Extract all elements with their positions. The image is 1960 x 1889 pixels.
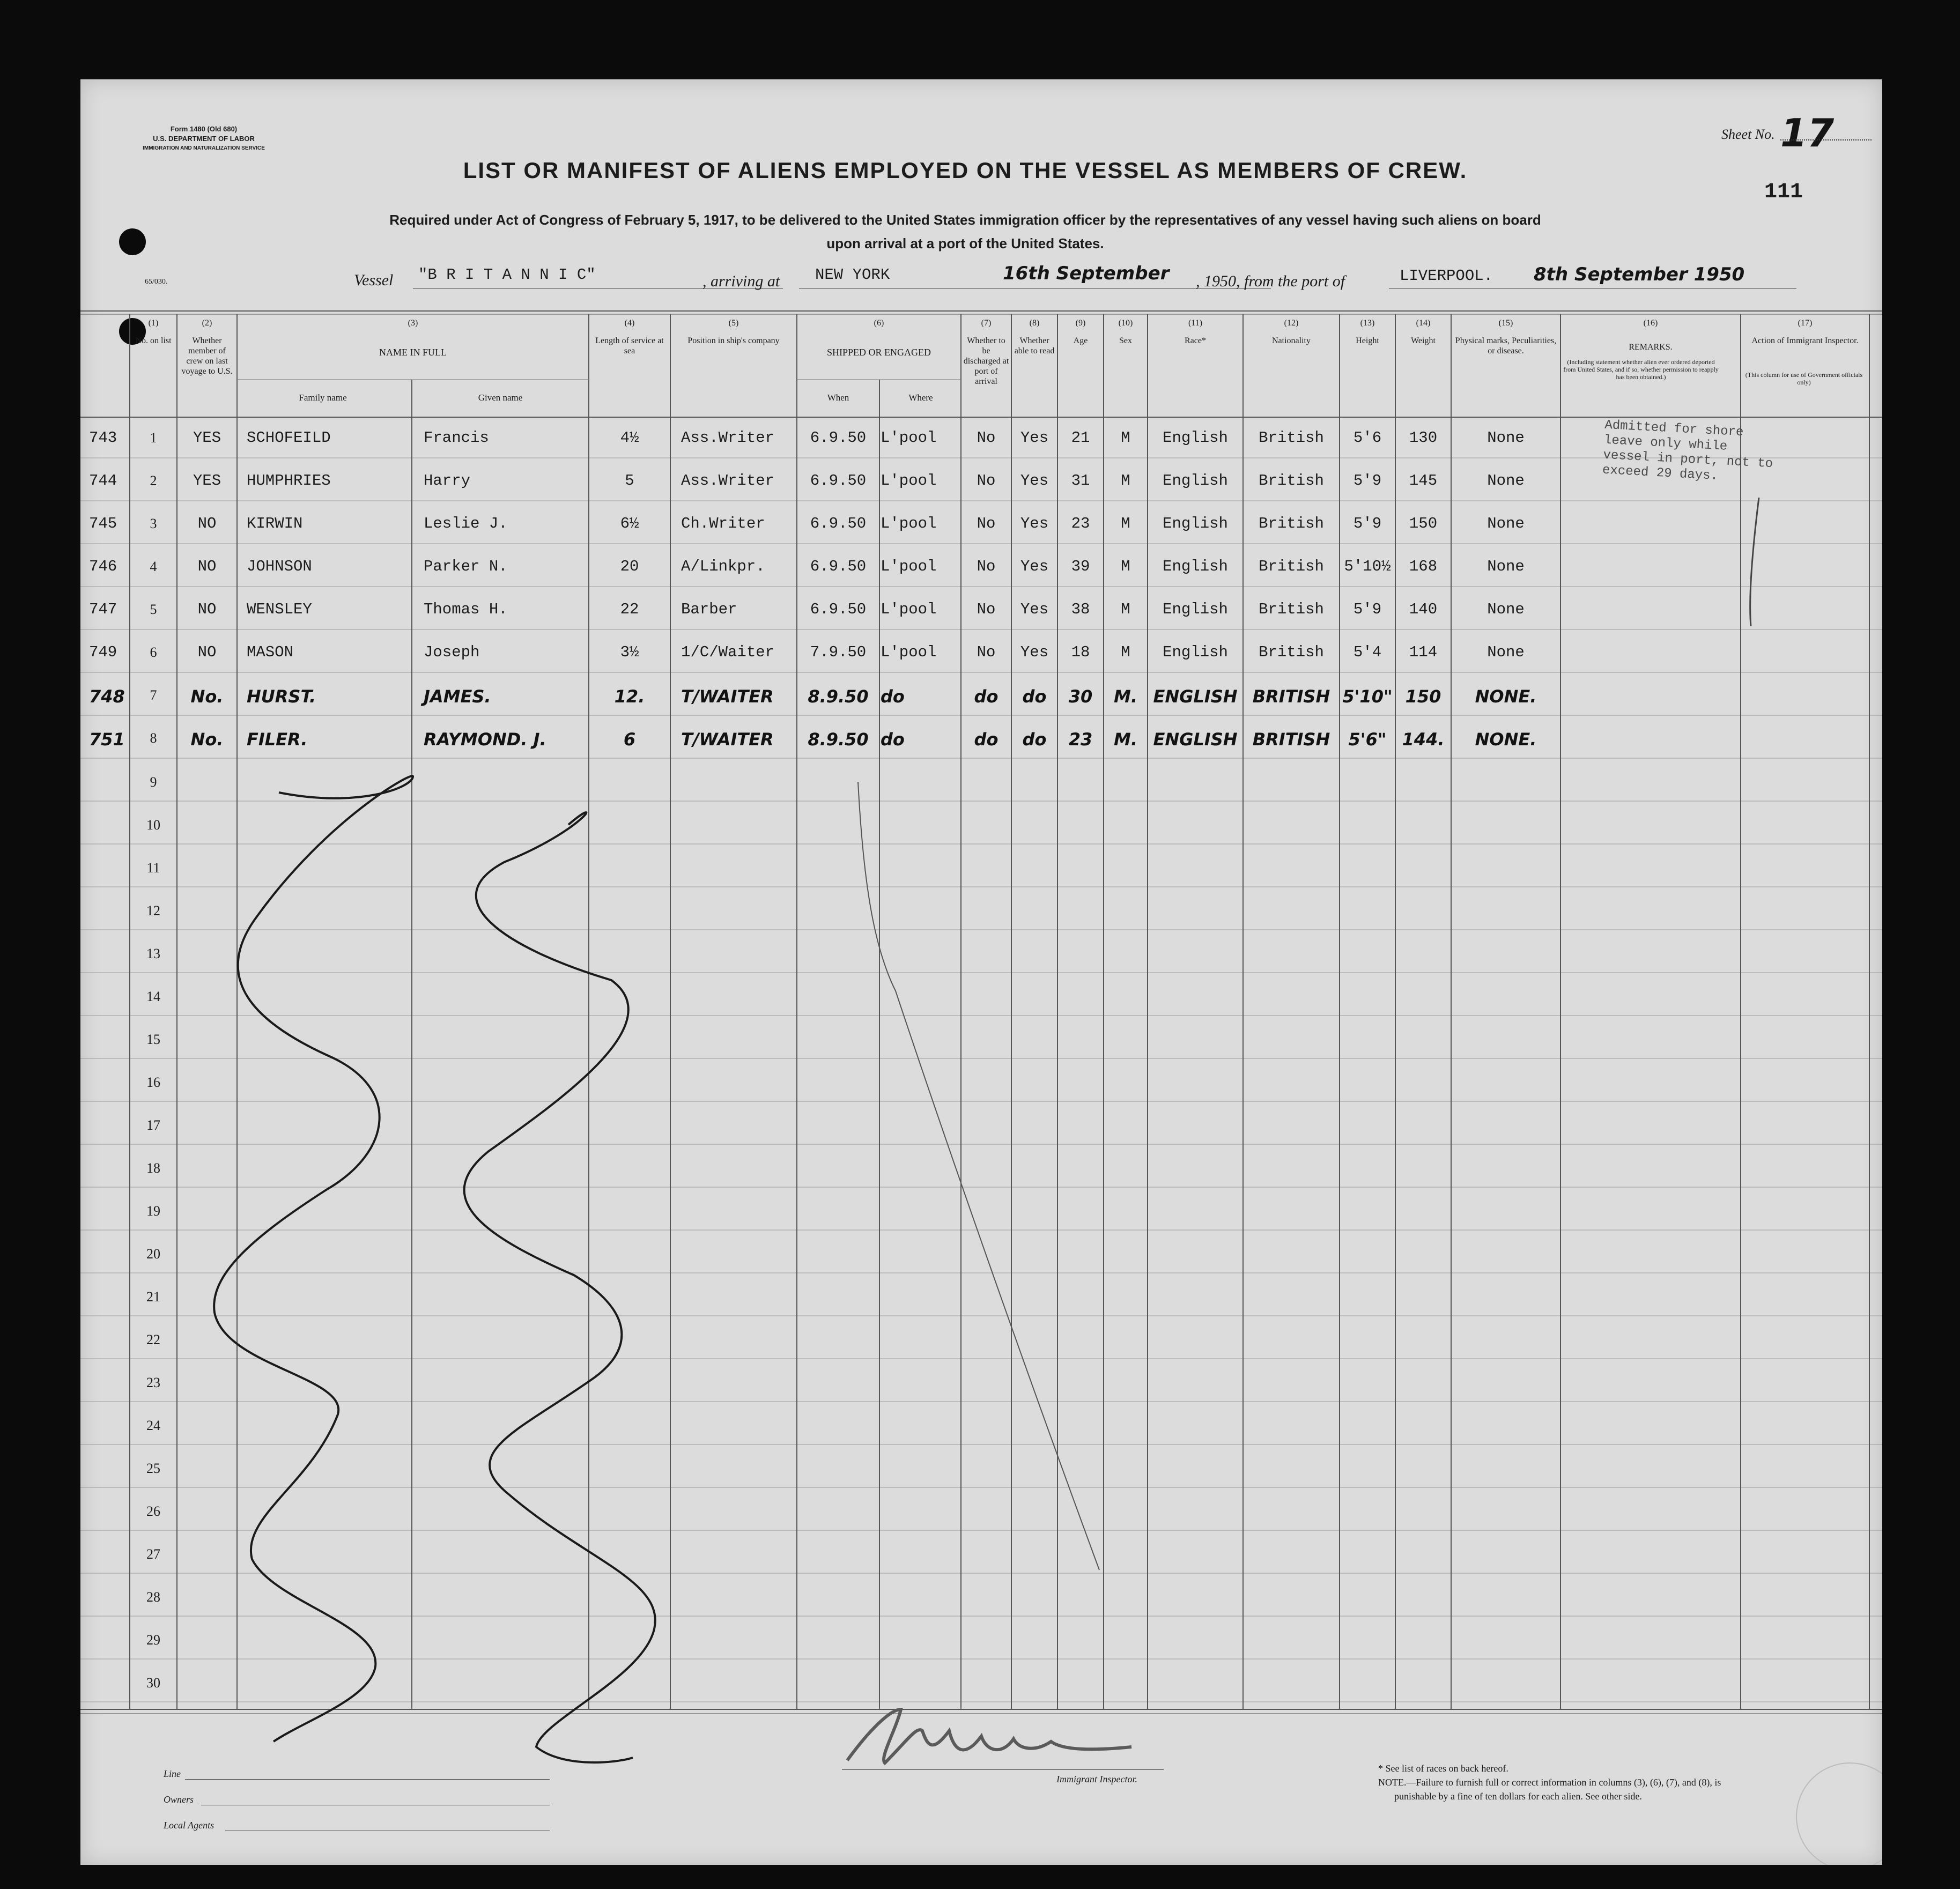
cell-nationality: BRITISH: [1252, 729, 1330, 750]
cell-sex: M: [1121, 472, 1130, 490]
cell-nationality: British: [1259, 429, 1324, 447]
column-number: (9): [1075, 318, 1086, 328]
page-stamp: 111: [1764, 180, 1803, 204]
cell-marks: NONE.: [1475, 729, 1537, 750]
column-header: Race*: [1185, 336, 1206, 345]
cell-position: Ass.Writer: [681, 429, 775, 447]
column-number: (1): [148, 318, 159, 328]
column-header: SHIPPED OR ENGAGED: [826, 347, 931, 358]
row-number: 21: [146, 1289, 160, 1305]
column-header: Whether to be discharged at port of arrival: [963, 336, 1009, 386]
cell-position: Barber: [681, 601, 737, 618]
column-number: (12): [1284, 318, 1299, 328]
cell-age: 38: [1071, 601, 1090, 618]
cell-race: English: [1163, 429, 1228, 447]
row-number: 27: [146, 1546, 160, 1562]
arriving-port: NEW YORK: [815, 266, 890, 284]
cell-when: 7.9.50: [810, 643, 867, 661]
cell-weight: 140: [1409, 601, 1438, 618]
cell-nationality: British: [1259, 601, 1324, 618]
cell-sex: M.: [1114, 686, 1137, 707]
cell-age: 23: [1068, 729, 1093, 750]
document-title: LIST OR MANIFEST OF ALIENS EMPLOYED ON THE VESSEL AS MEMBERS OF CREW.: [463, 158, 1468, 183]
row-number: 1: [150, 430, 157, 446]
margin-number: 748: [89, 686, 125, 707]
cell-given: Harry: [424, 472, 471, 490]
cell-discharged: No: [977, 515, 996, 532]
cell-given: Parker N.: [424, 558, 508, 575]
cell-discharged: No: [977, 472, 996, 490]
form-code: 65/030.: [145, 278, 168, 286]
document-subtitle-2: upon arrival at a port of the United States.: [826, 235, 1104, 251]
cell-height: 5'9: [1353, 601, 1382, 618]
cell-race: English: [1163, 601, 1228, 618]
cell-height: 5'10": [1342, 686, 1393, 707]
cancel-squiggle-left: [214, 776, 413, 1742]
department: U.S. DEPARTMENT OF LABOR: [153, 135, 255, 143]
subheader-family: Family name: [299, 392, 347, 403]
cell-height: 5'6: [1353, 429, 1382, 447]
row-number: 5: [150, 602, 157, 617]
margin-number: 746: [89, 558, 117, 575]
cell-when: 6.9.50: [810, 429, 867, 447]
cell-position: Ass.Writer: [681, 472, 775, 490]
cell-marks: None: [1487, 558, 1525, 575]
cell-read: Yes: [1020, 515, 1049, 532]
margin-number: 749: [89, 643, 117, 661]
margin-number: 744: [89, 472, 117, 490]
cell-given: Joseph: [424, 643, 480, 661]
cell-where: L'pool: [881, 515, 937, 532]
cell-sex: M: [1121, 515, 1130, 532]
year-label: , 1950, from the port of: [1196, 272, 1345, 290]
cell-when: 6.9.50: [810, 472, 867, 490]
cell-read: Yes: [1020, 601, 1049, 618]
cell-sex: M: [1121, 601, 1130, 618]
cell-given: JAMES.: [424, 686, 491, 707]
row-number: 3: [150, 516, 157, 531]
cell-race: English: [1163, 558, 1228, 575]
cell-weight: 150: [1405, 686, 1441, 707]
cell-given: Leslie J.: [424, 515, 508, 532]
cell-service: 6: [623, 729, 636, 750]
row-number: 22: [146, 1332, 160, 1347]
footer-line-rule: [185, 1779, 550, 1780]
row-number: 7: [150, 687, 157, 703]
column-header: Nationality: [1272, 336, 1311, 345]
row-number: 18: [146, 1160, 160, 1176]
row-number: 26: [146, 1503, 160, 1519]
cell-race: English: [1163, 643, 1228, 661]
cell-weight: 130: [1409, 429, 1438, 447]
row-number: 11: [146, 860, 160, 876]
footer-agents-label: Local Agents: [164, 1820, 215, 1831]
cell-position: T/WAITER: [681, 686, 774, 707]
cell-where: L'pool: [881, 429, 937, 447]
service: IMMIGRATION AND NATURALIZATION SERVICE: [143, 145, 265, 151]
cancel-squiggle-middle: [464, 812, 655, 1762]
row-number: 2: [150, 473, 157, 488]
row-number: 13: [146, 946, 160, 961]
cell-weight: 114: [1409, 643, 1438, 661]
column-header: Action of Immigrant Inspector.: [1751, 336, 1859, 345]
cell-crew: NO: [197, 643, 217, 661]
row-number: 16: [146, 1075, 160, 1090]
seal-outline: [1796, 1763, 1882, 1865]
cell-crew: NO: [197, 515, 217, 532]
cancel-line: [858, 782, 1099, 1570]
footer-note-1: * See list of races on back hereof.: [1378, 1763, 1508, 1774]
column-header: Height: [1356, 336, 1379, 345]
column-number: (8): [1029, 318, 1040, 328]
cell-when: 8.9.50: [808, 686, 869, 707]
column-number: (4): [624, 318, 635, 328]
row-number: 8: [150, 730, 157, 746]
row-number: 30: [146, 1675, 160, 1691]
column-number: (14): [1416, 318, 1431, 328]
column-header: Position in ship's company: [687, 336, 780, 345]
cell-height: 5'4: [1353, 643, 1382, 661]
column-number: (5): [728, 318, 739, 328]
row-number: 9: [150, 774, 157, 790]
cell-service: 12.: [614, 686, 645, 707]
cell-position: 1/C/Waiter: [681, 643, 775, 661]
remarks-note: (Including statement whether alien ever ordered deported from United States, and if so, whether permission to reapply has been obtained.): [1563, 358, 1719, 381]
cell-discharged: No: [977, 601, 996, 618]
footer-line-label: Line: [164, 1768, 181, 1779]
cell-height: 5'10½: [1344, 558, 1391, 575]
column-number: (6): [874, 318, 884, 328]
arriving-label: , arriving at: [702, 272, 780, 290]
cell-sex: M: [1121, 643, 1130, 661]
cell-read: Yes: [1020, 558, 1049, 575]
cell-service: 6½: [620, 515, 639, 532]
departure-port: LIVERPOOL.: [1400, 267, 1493, 285]
cell-where: L'pool: [881, 472, 937, 490]
cell-marks: None: [1487, 601, 1525, 618]
margin-number: 745: [89, 515, 117, 532]
cell-marks: None: [1487, 472, 1525, 490]
cell-weight: 144.: [1402, 729, 1445, 750]
arrival-date: 16th September: [1003, 263, 1170, 284]
cell-marks: None: [1487, 643, 1525, 661]
row-number: 24: [146, 1418, 160, 1433]
inspector-label: Immigrant Inspector.: [1056, 1774, 1137, 1784]
cell-when: 6.9.50: [810, 558, 867, 575]
column-header: NAME IN FULL: [379, 347, 447, 358]
subheader-when: When: [827, 392, 849, 403]
manifest-sheet: [80, 79, 1882, 1865]
column-number: (7): [981, 318, 992, 328]
row-number: 23: [146, 1375, 160, 1390]
margin-number: 747: [89, 601, 117, 618]
row-number: 25: [146, 1461, 160, 1476]
cell-where: do: [881, 729, 905, 750]
cell-service: 4½: [620, 429, 639, 447]
cell-when: 8.9.50: [808, 729, 869, 750]
cell-family: KIRWIN: [247, 515, 303, 532]
subheader-where: Where: [908, 392, 933, 403]
sheet-number: 17: [1780, 110, 1835, 155]
cell-discharged: No: [977, 643, 996, 661]
footer-owners-label: Owners: [164, 1794, 194, 1805]
cell-nationality: BRITISH: [1252, 686, 1330, 707]
column-header: Whether member of crew on last voyage to U.S.: [181, 336, 233, 376]
cell-nationality: British: [1259, 515, 1324, 532]
cell-read: Yes: [1020, 472, 1049, 490]
column-header: Physical marks, Peculiarities, or disease.: [1455, 336, 1557, 355]
cell-crew: YES: [193, 429, 221, 447]
footer-note-3: punishable by a fine of ten dollars for each alien. See other side.: [1394, 1791, 1642, 1802]
cell-marks: None: [1487, 515, 1525, 532]
cell-given: RAYMOND. J.: [424, 729, 546, 750]
cell-service: 5: [625, 472, 634, 490]
row-number: 6: [150, 645, 157, 660]
row-number: 29: [146, 1632, 160, 1648]
row-number: 20: [146, 1246, 160, 1262]
sheet-label: Sheet No.: [1721, 127, 1775, 142]
cell-service: 3½: [620, 643, 639, 661]
cell-when: 6.9.50: [810, 515, 867, 532]
row-number: 17: [146, 1117, 160, 1133]
departure-date: 8th September 1950: [1534, 264, 1745, 285]
column-number: (11): [1188, 318, 1203, 328]
cell-crew: No.: [190, 686, 224, 707]
cell-family: HUMPHRIES: [247, 472, 331, 490]
column-header: REMARKS.: [1629, 343, 1673, 352]
column-header: Weight: [1411, 336, 1436, 345]
cell-age: 30: [1068, 686, 1093, 707]
column-number: (16): [1643, 318, 1658, 328]
row-number: 28: [146, 1589, 160, 1605]
vessel-label: Vessel: [354, 271, 394, 289]
subheader-given: Given name: [478, 392, 523, 403]
cell-crew: No.: [190, 729, 224, 750]
margin-number: 751: [89, 729, 125, 750]
row-number: 10: [146, 817, 160, 833]
form-label: Form 1480 (Old 680): [170, 125, 238, 133]
document-subtitle-1: Required under Act of Congress of February 5, 1917, to be delivered to the United States immigration officer by the representatives of any vessel having such aliens on board: [389, 212, 1541, 228]
inspector-rule: [842, 1769, 1164, 1770]
cell-marks: None: [1487, 429, 1525, 447]
cell-where: do: [881, 686, 905, 707]
column-header: Age: [1073, 336, 1088, 345]
cell-weight: 145: [1409, 472, 1438, 490]
cell-race: ENGLISH: [1153, 729, 1238, 750]
column-number: (17): [1798, 318, 1813, 328]
row-number: 4: [150, 559, 157, 574]
cell-nationality: British: [1259, 643, 1324, 661]
cell-marks: NONE.: [1475, 686, 1537, 707]
cell-age: 23: [1071, 515, 1090, 532]
cell-read: Yes: [1020, 429, 1049, 447]
row-number: 19: [146, 1203, 160, 1219]
cell-family: SCHOFEILD: [247, 429, 331, 447]
column-header: Sex: [1119, 336, 1132, 345]
margin-number: 743: [89, 429, 117, 447]
cell-height: 5'9: [1353, 515, 1382, 532]
cell-sex: M: [1121, 429, 1130, 447]
cell-nationality: British: [1259, 472, 1324, 490]
remarks-stamp: Admitted for shore leave only while vessel in port, not to exceed 29 days.: [1602, 418, 1773, 484]
cell-weight: 150: [1409, 515, 1438, 532]
cell-sex: M: [1121, 558, 1130, 575]
footer-note-2: NOTE.—Failure to furnish full or correct information in columns (3), (6), (7), and (8), is: [1378, 1777, 1721, 1788]
cell-age: 39: [1071, 558, 1090, 575]
column-number: (3): [408, 318, 418, 328]
column-number: (10): [1118, 318, 1133, 328]
cell-family: HURST.: [247, 686, 316, 707]
action-note: (This column for use of Government officials only): [1745, 371, 1863, 386]
cell-read: Yes: [1020, 643, 1049, 661]
cell-crew: YES: [193, 472, 221, 490]
cell-read: do: [1022, 686, 1047, 707]
cell-position: Ch.Writer: [681, 515, 765, 532]
cell-where: L'pool: [881, 558, 937, 575]
remarks-mark: [1750, 498, 1759, 626]
column-number: (2): [202, 318, 212, 328]
cell-given: Francis: [424, 429, 489, 447]
cell-crew: NO: [197, 558, 217, 575]
row-number: 14: [146, 989, 160, 1004]
cell-read: do: [1022, 729, 1047, 750]
cell-nationality: British: [1259, 558, 1324, 575]
cell-sex: M.: [1114, 729, 1137, 750]
cell-height: 5'9: [1353, 472, 1382, 490]
cell-race: English: [1163, 472, 1228, 490]
cell-family: WENSLEY: [247, 601, 312, 618]
cell-where: L'pool: [881, 643, 937, 661]
cell-crew: NO: [197, 601, 217, 618]
cell-race: English: [1163, 515, 1228, 532]
cell-where: L'pool: [881, 601, 937, 618]
column-header: No. on list: [135, 336, 172, 345]
cell-discharged: do: [974, 729, 999, 750]
cell-discharged: do: [974, 686, 999, 707]
cell-family: MASON: [247, 643, 294, 661]
cell-family: FILER.: [247, 729, 308, 750]
column-header: Whether able to read: [1014, 336, 1055, 355]
cell-service: 20: [620, 558, 639, 575]
cell-weight: 168: [1409, 558, 1438, 575]
cell-height: 5'6": [1348, 729, 1387, 750]
cell-position: A/Linkpr.: [681, 558, 765, 575]
cell-when: 6.9.50: [810, 601, 867, 618]
row-number: 12: [146, 903, 160, 918]
cell-discharged: No: [977, 558, 996, 575]
column-number: (15): [1498, 318, 1513, 328]
cell-discharged: No: [977, 429, 996, 447]
vessel-name: "B R I T A N N I C": [418, 266, 596, 284]
inspector-signature: [810, 1699, 1153, 1774]
cell-family: JOHNSON: [247, 558, 312, 575]
cell-age: 31: [1071, 472, 1090, 490]
column-number: (13): [1360, 318, 1375, 328]
cell-age: 21: [1071, 429, 1090, 447]
cell-given: Thomas H.: [424, 601, 508, 618]
column-header: Length of service at sea: [595, 336, 664, 355]
cell-position: T/WAITER: [681, 729, 774, 750]
cell-age: 18: [1071, 643, 1090, 661]
row-number: 15: [146, 1032, 160, 1047]
cell-service: 22: [620, 601, 639, 618]
cell-race: ENGLISH: [1153, 686, 1238, 707]
